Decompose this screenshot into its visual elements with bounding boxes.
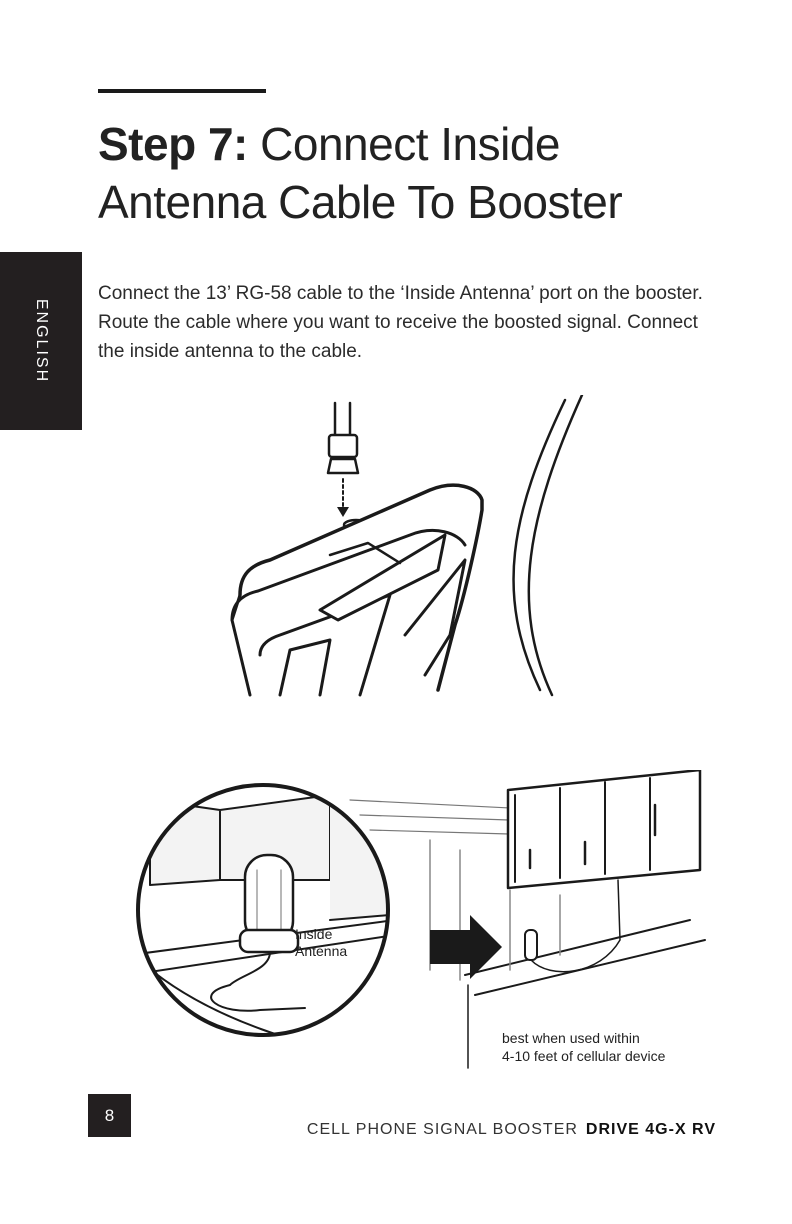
connector-ferrule [329,435,357,457]
instructions-paragraph: Connect the 13’ RG-58 cable to the ‘Inside Antenna’ port on the booster. Route the cable where you want to receive the boosted signal. Connect the inside antenna to the cable. [98,283,703,362]
title-line2: Antenna Cable To Booster [98,176,623,228]
language-tab-label: ENGLISH [33,298,50,384]
connector-cable [335,403,350,437]
zoom-detail [130,770,430,1070]
counter-antenna [525,930,537,960]
connector-nut [328,459,358,473]
note-line1: best when used within [502,1030,640,1046]
booster-cable-illustration [210,395,600,700]
title-line1: Connect Inside [260,118,561,170]
cable-right [514,400,565,690]
callout-line1: Inside [295,926,333,942]
counter-antenna-cable [531,880,620,972]
booster-edge-left [232,595,250,695]
cable-right-inner [529,395,582,695]
zoom-cabinet [150,795,330,885]
footer-product: CELL PHONE SIGNAL BOOSTER [306,1121,578,1138]
zoom-cabinet-2 [330,795,390,920]
ceiling-lines [350,800,510,834]
footer [307,1121,716,1139]
countertop [465,920,705,995]
language-tab [0,252,82,430]
zoom-antenna-base [240,930,298,952]
insert-arrow-head [337,507,349,517]
placement-note [502,1029,665,1065]
footer-model: DRIVE 4G-X RV [585,1121,716,1138]
callout-line2: Antenna [295,943,348,959]
inside-antenna-label [295,926,347,960]
note-line2: 4-10 feet of cellular device [502,1048,666,1064]
page-title [98,115,718,231]
page-number: 8 [88,1094,131,1137]
booster-panel-4 [280,640,330,695]
inside-antenna-placement-illustration [130,770,710,1070]
step-label: Step 7: [98,118,248,170]
title-rule [98,89,266,93]
